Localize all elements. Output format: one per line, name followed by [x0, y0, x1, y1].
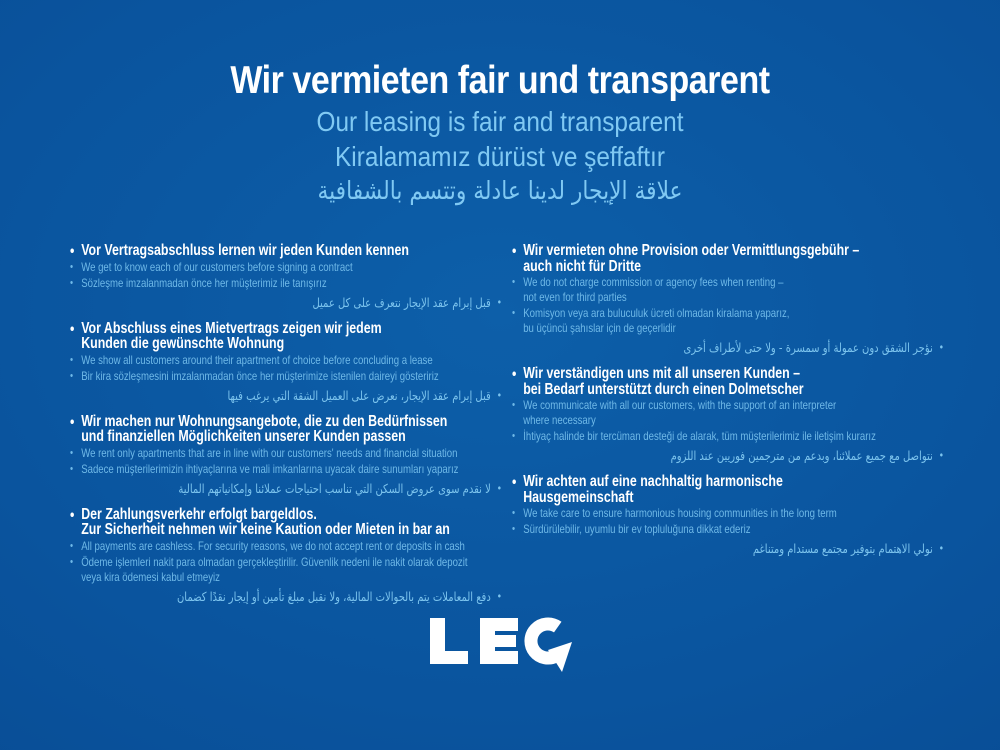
info-block-cashless-payment: [70, 507, 502, 604]
point-english: • All payments are cashless. For security reasons, we do not accept rent or deposits in cash: [70, 538, 465, 553]
point-english: • We communicate with all our customers, with the support of an interpreter where necessary: [512, 398, 837, 427]
bullet-icon: •: [496, 589, 502, 603]
point-turkish: • Sürdürülebilir, uyumlu bir ev topluluğuna dikkat ederiz: [512, 522, 751, 536]
bullet-icon: •: [70, 276, 74, 289]
bullet-icon: •: [70, 260, 74, 273]
point-english: • We rent only apartments that are in line with our customers' needs and financial situation: [70, 445, 458, 460]
point-arabic: • قبل إبرام عقد الإيجار نتعرف على كل عميل: [312, 294, 502, 310]
point-turkish: • Sözleşme imzalanmadan önce her müşterimiz ile tanışırız: [70, 275, 327, 290]
bullet-icon: •: [512, 307, 516, 319]
point-turkish: • Sadece müşterilerimizin ihtiyaçlarına ve mali imkanlarına uyacak daire sunumları yaparız: [70, 461, 459, 476]
bullet-icon: •: [70, 555, 74, 568]
bullet-icon: •: [512, 276, 516, 288]
bullet-icon: •: [70, 413, 75, 431]
bullet-icon: •: [70, 539, 74, 552]
point-german: • Wir vermieten ohne Provision oder Vermittlungsgebühr – auch nicht für Dritte: [512, 242, 860, 275]
point-turkish: • Ödeme işlemleri nakit para olmadan gerçekleştirilir. Güvenlik nedeni ile nakit olarak depozit veya kira ödemesi kabul etmeyiz: [70, 554, 468, 584]
bullet-icon: •: [496, 388, 502, 402]
info-block-know-customers: [70, 243, 502, 310]
bullet-icon: •: [70, 353, 74, 366]
bullet-icon: •: [70, 369, 74, 382]
point-english: • We show all customers around their apartment of choice before concluding a lease: [70, 352, 433, 367]
point-german: • Wir achten auf eine nachhaltig harmonische Hausgemeinschaft: [512, 473, 783, 506]
point-arabic: • نولي الاهتمام بتوفير مجتمع مستدام ومتناغم: [752, 541, 944, 556]
bullet-icon: •: [70, 243, 75, 260]
point-turkish: • Komisyon veya ara buluculuk ücreti olmadan kiralama yaparız, bu üçüncü şahıslar için de geçerlidir: [512, 306, 790, 335]
bullet-icon: •: [512, 507, 516, 519]
bullet-icon: •: [512, 399, 516, 411]
point-arabic: • نتواصل مع جميع عملائنا، وبدعم من مترجمين فوريين عند اللزوم: [670, 448, 944, 463]
info-block-interpreter: [512, 366, 944, 463]
page-title-turkish: Kiralamamız dürüst ve şeffaftır: [335, 141, 665, 172]
bullet-icon: •: [70, 320, 75, 338]
bullet-icon: •: [512, 523, 516, 535]
bullet-icon: •: [496, 295, 502, 309]
point-german: • Wir machen nur Wohnungsangebote, die zu den Bedürfnissen und finanziellen Möglichkeiten unserer Kunden passen: [70, 412, 448, 445]
point-english: • We do not charge commission or agency fees when renting – not even for third parties: [512, 275, 784, 304]
bullet-icon: •: [938, 542, 944, 555]
bullet-icon: •: [512, 243, 517, 260]
bullet-icon: •: [70, 446, 74, 459]
bullet-icon: •: [496, 481, 502, 495]
right-column: [512, 243, 1000, 567]
bullet-icon: •: [938, 449, 944, 462]
point-german: • Wir verständigen uns mit all unseren Kunden – bei Bedarf unterstützt durch einen Dolmetscher: [512, 365, 804, 398]
point-arabic: • لا نقدم سوى عروض السكن التي تناسب احتياجات عملائنا وإمكانياتهم المالية: [178, 480, 502, 496]
info-block-suitable-offers: [70, 414, 502, 496]
point-english: • We get to know each of our customers before signing a contract: [70, 259, 353, 274]
leg-logo: [424, 612, 576, 683]
bullet-icon: •: [938, 341, 944, 354]
bullet-icon: •: [512, 474, 517, 491]
info-block-show-apartment: [70, 321, 502, 403]
bullet-icon: •: [512, 430, 516, 442]
header: [65, 58, 935, 208]
page-title-arabic: علاقة الإيجار لدينا عادلة وتتسم بالشفافية: [317, 176, 683, 205]
bullet-icon: •: [70, 462, 74, 475]
point-german: • Vor Vertragsabschluss lernen wir jeden Kunden kennen: [70, 242, 409, 260]
leg-logo-graphic: [424, 612, 576, 678]
point-turkish: • İhtiyaç halinde bir tercüman desteği de alarak, tüm müşterilerimiz ile iletişim kurarız: [512, 429, 876, 443]
point-german: • Der Zahlungsverkehr erfolgt bargeldlos. Zur Sicherheit nehmen wir keine Kaution oder Mieten in bar an: [70, 505, 450, 538]
info-block-no-commission: [512, 243, 944, 355]
bullet-icon: •: [70, 506, 75, 524]
point-german: • Vor Abschluss eines Mietvertrags zeigen wir jedem Kunden die gewünschte Wohnung: [70, 319, 382, 352]
point-arabic: • نؤجر الشقق دون عمولة أو سمسرة - ولا حتى لأطراف أخرى: [683, 340, 944, 355]
point-turkish: • Bir kira sözleşmesini imzalanmadan önce her müşterimize istenilen daireyi gösteririz: [70, 368, 439, 383]
point-english: • We take care to ensure harmonious housing communities in the long term: [512, 506, 837, 520]
point-arabic: • دفع المعاملات يتم بالحوالات المالية، ولا نقبل مبلغ تأمين أو إيجار نقدًا كضمان: [176, 588, 502, 604]
info-block-harmonious-community: [512, 474, 944, 556]
page-title-english: Our leasing is fair and transparent: [316, 106, 684, 137]
page-title-german: Wir vermieten fair und transparent: [230, 59, 770, 102]
point-arabic: • قبل إبرام عقد الإيجار، نعرض على العميل الشقة التي يرغب فيها: [227, 387, 502, 403]
bullet-icon: •: [512, 366, 517, 383]
